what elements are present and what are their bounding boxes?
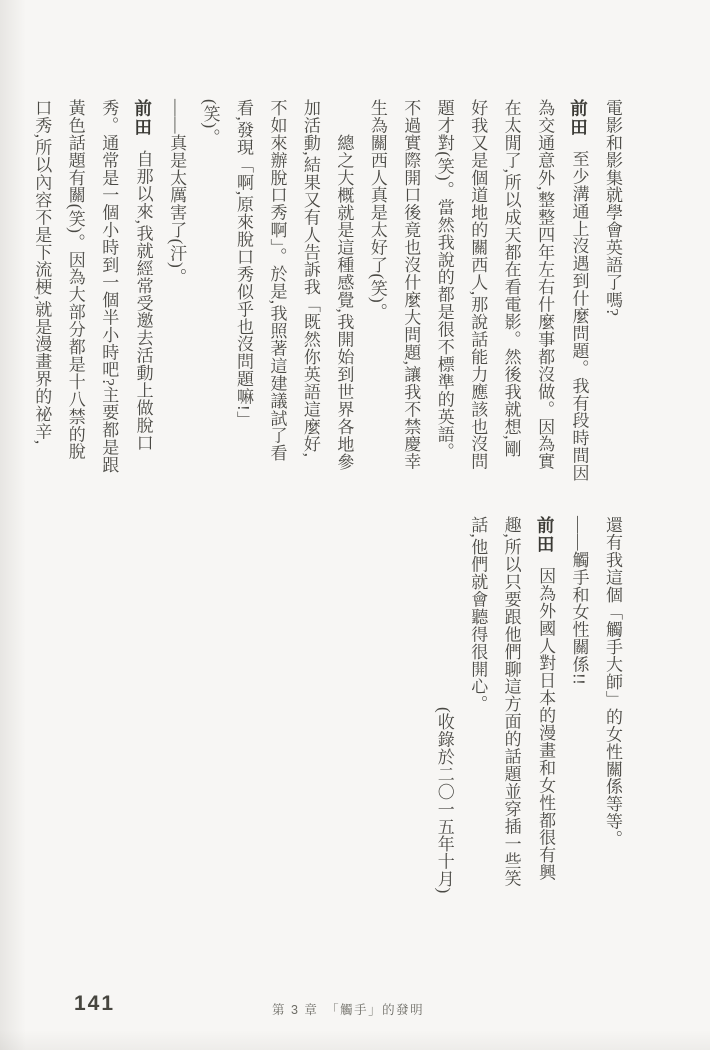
text-column: 不如來辦脫口秀啊」。於是,我照著這建議試了看 <box>267 99 287 462</box>
text-column: 好我又是個道地的關西人,那說話能力應該也沒問 <box>468 99 488 471</box>
speaker-name: 前田 <box>132 99 153 137</box>
page-number: 141 <box>74 992 116 1015</box>
speaker-gap <box>142 137 143 150</box>
text-column: 題才對(笑)。當然我說的都是很不標準的英語。 <box>434 99 454 461</box>
text-column: 話,他們就會聽得很開心。 <box>468 516 488 713</box>
text-column: 趣,所以只要跟他們聊這方面的話題並穿插一些笑 <box>501 516 521 888</box>
text-column: 黃色話題有關(笑)。因為大部分都是十八禁的脫 <box>65 99 85 461</box>
footer-chapter-title: 第 3 章 「觸手」的發明 <box>272 1003 425 1017</box>
text-column: 生為關西人真是太好了(笑)。 <box>367 99 387 321</box>
speech-text: 至少溝通上沒遇到什麼問題。我有段時間因 <box>569 150 589 482</box>
speech-text: 因為外國人對日本的漫畫和女性都很有興 <box>536 567 556 882</box>
text-band-top <box>26 99 629 481</box>
text-column: 總之大概就是這種感覺,我開始到世界各地參 <box>334 133 354 471</box>
text-column: 電影和影集就學會英語了嗎? <box>603 99 622 317</box>
text-column: (笑)。 <box>200 99 220 147</box>
text-column: 不過實際開口後竟也沒什麼大問題,讓我不禁慶幸 <box>401 99 421 471</box>
text-column <box>528 516 562 894</box>
text-column: 口秀,所以內容不是下流梗,就是漫畫界的祕辛, <box>32 99 52 445</box>
speaker-gap <box>578 137 579 150</box>
text-column <box>561 99 595 481</box>
text-column: 看,發現「啊,原來脫口秀似乎也沒問題嘛!」 <box>234 99 254 429</box>
text-column: 秀。通常是一個小時到一個半小時吧?主要都是跟 <box>99 99 119 474</box>
speaker-gap <box>545 554 546 567</box>
text-column <box>125 99 159 481</box>
speaker-name: 前田 <box>568 99 589 137</box>
text-column: 還有我這個「觸手大師」的女性關係等等。 <box>603 516 622 848</box>
speaker-name: 前田 <box>535 516 556 554</box>
text-column: (收錄於二〇一五年十月) <box>434 707 454 894</box>
text-band-bottom <box>427 516 629 894</box>
text-column: 加活動,結果又有人告訴我「既然你英語這麼好, <box>300 99 320 458</box>
text-column: ——觸手和女性關係!! <box>569 516 589 686</box>
speech-text: 自那以來,我就經常受邀去活動上做脫口 <box>133 150 153 452</box>
text-column: 在太閒了,所以成天都在看電影。然後我就想,剛 <box>501 99 521 458</box>
text-column: ——真是太厲害了(汗)。 <box>167 99 187 286</box>
text-column: 為交通意外,整整四年左右什麼事都沒做。因為實 <box>535 99 555 471</box>
